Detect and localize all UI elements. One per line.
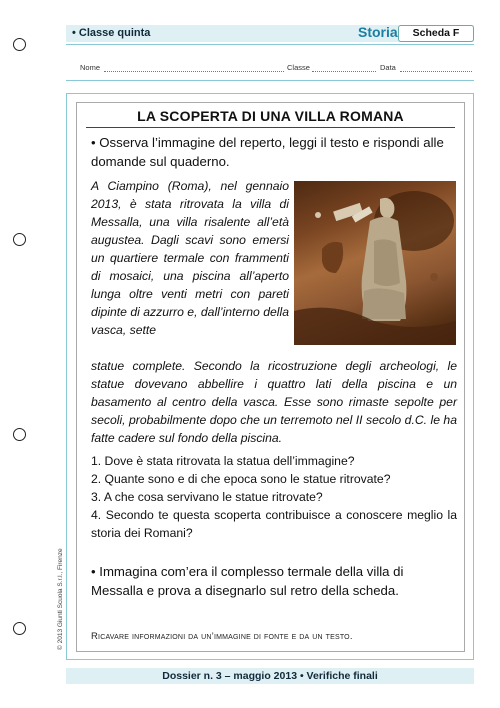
reading-text-part-2: statue complete. Secondo la ricostruzione degli archeologi, le statue dovevano abbellire i quattro lati della piscina e un basamento al centro della vasca. Esse sono rimaste sepolte per secoli, probabilmente dopo che un terremoto nel II secolo d.C. le ha fatte cadere sul fondo della piscina. (91, 359, 457, 445)
skill-footnote: Ricavare informazioni da un’immagine di fonte e da un testo. (91, 631, 353, 642)
reading-text-part-1: A Ciampino (Roma), nel gennaio 2013, è stata ritrovata la villa di Messalla, una villa risalente all’età augustea. Dagli scavi sono emersi un quartiere termale con frammenti di mosaici, una piscina all’aperto lunga oltre venti metri con pareti dipinte di azzurro e, dall’interno della vasca, sette (91, 179, 289, 337)
binder-hole (13, 622, 26, 635)
question-list (91, 452, 457, 542)
binder-hole (13, 38, 26, 51)
class-label: • Classe quinta (72, 27, 151, 39)
date-field-label: Data (380, 63, 396, 72)
statue-photo (294, 181, 456, 345)
binder-hole (13, 428, 26, 441)
binder-hole (13, 233, 26, 246)
name-field-label: Nome (80, 63, 101, 72)
title-underline (86, 127, 455, 128)
name-field-line[interactable] (104, 71, 284, 72)
instruction-observe: • Osserva l’immagine del reperto, leggi il testo e rispondi alle domande sul quaderno. (91, 135, 444, 169)
class-field-label: Classe (287, 63, 310, 72)
sheet-badge: Scheda F (398, 25, 474, 42)
student-fields (80, 63, 472, 75)
instruction-draw: • Immagina com’era il complesso termale della villa di Messalla e prova a disegnarlo sul retro della scheda. (91, 564, 404, 598)
fields-rule (66, 80, 474, 81)
header-rule (66, 44, 474, 45)
page-title: LA SCOPERTA DI UNA VILLA ROMANA (137, 108, 404, 124)
subject-label: Storia (358, 24, 398, 40)
question-item: 4. Secondo te questa scoperta contribuisce a conoscere meglio la storia dei Romani? (91, 508, 457, 540)
date-field-line[interactable] (400, 71, 472, 72)
header-band (66, 25, 474, 42)
question-item: 3. A che cosa servivano le statue ritrovate? (91, 490, 323, 504)
class-field-line[interactable] (312, 71, 376, 72)
footer-band: Dossier n. 3 – maggio 2013 • Verifiche finali (66, 668, 474, 684)
question-item: 1. Dove è stata ritrovata la statua dell’immagine? (91, 454, 355, 468)
question-item: 2. Quante sono e di che epoca sono le statue ritrovate? (91, 472, 391, 486)
copyright-notice: © 2013 Giunti Scuola S.r.l., Firenze (57, 548, 64, 650)
